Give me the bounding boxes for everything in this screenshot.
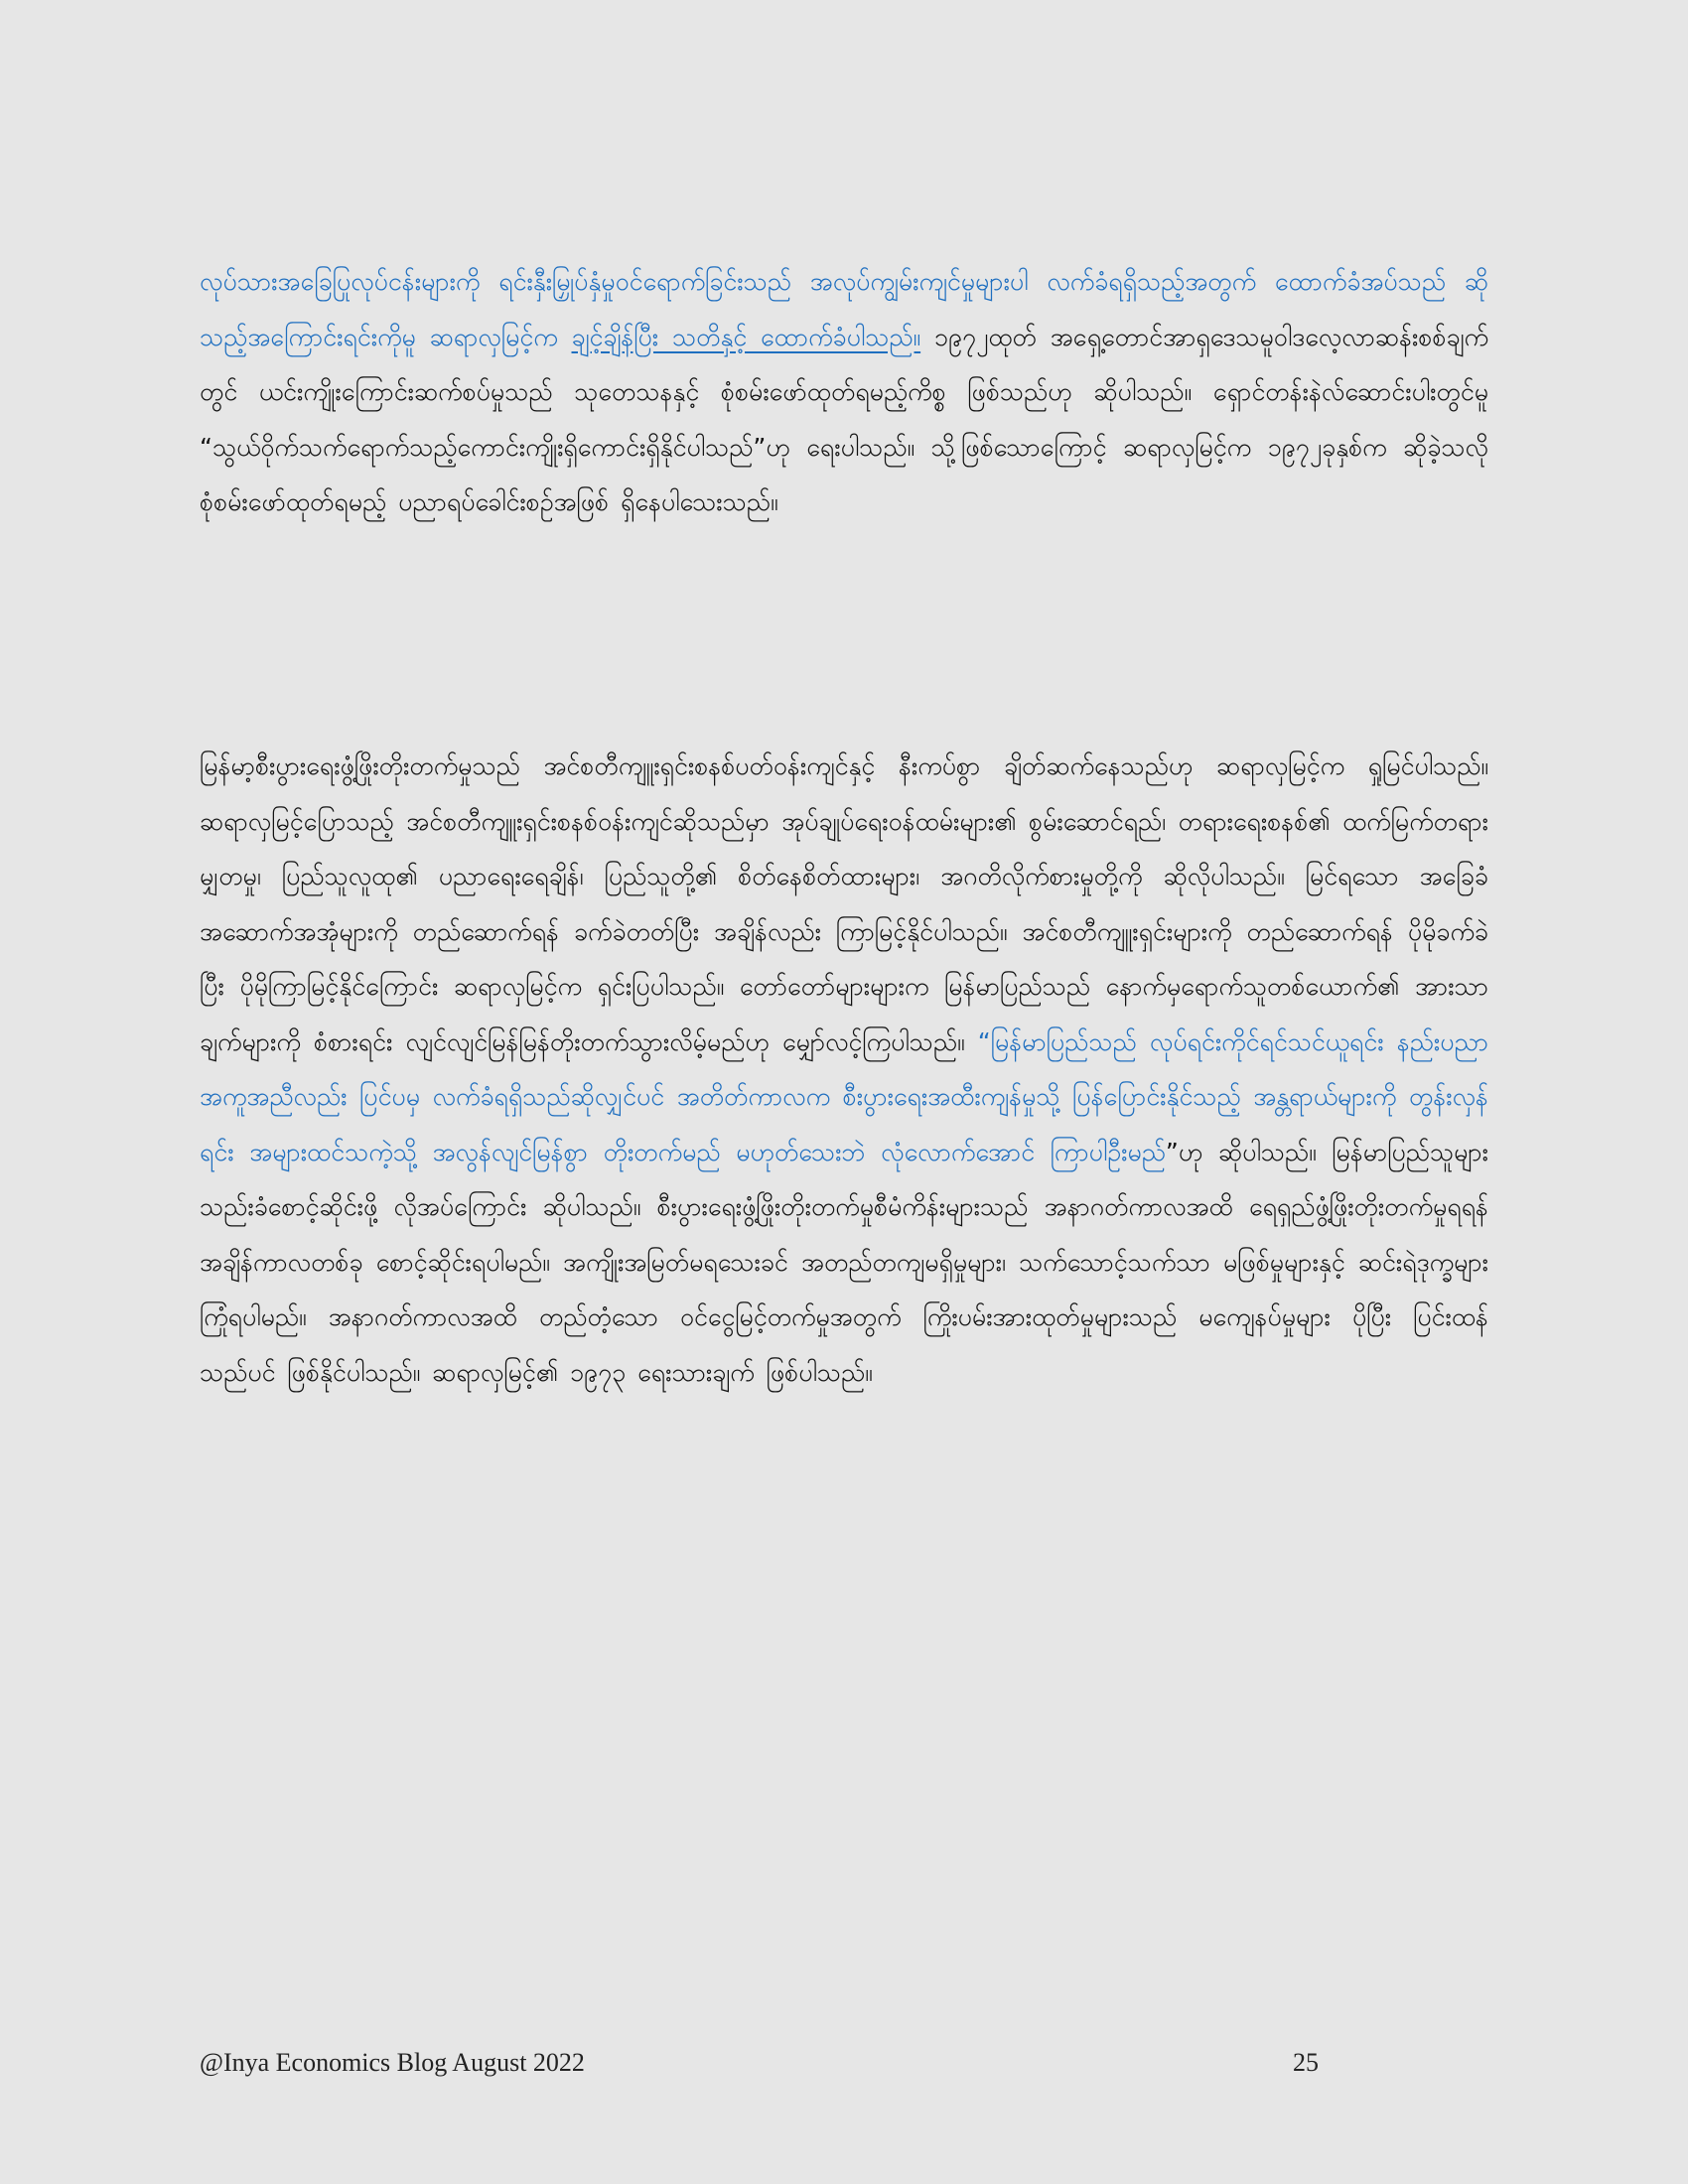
paragraph-2 <box>200 739 1488 1400</box>
paragraph-1-highlight: လုပ်သားအခြေပြုလုပ်ငန်းများကို ရင်းနှီးမြှုပ်နှံမှုဝင်ရောက်ခြင်းသည် အလုပ်ကျွမ်းကျင်မှုများပါ လက်ခံရရှိသည့်အတွက် ထောက်ခံအပ်သည် ဆိုသည့်အကြောင်းရင်းကိုမူ ဆရာလှမြင့်က <box>200 267 1488 351</box>
paragraph-1-underlined-highlight: ချင့်ချိန်ပြီး သတိနှင့် ထောက်ခံပါသည်။ <box>571 322 921 351</box>
footer-source: @Inya Economics Blog August 2022 <box>200 2048 585 2077</box>
paragraph-2-tail: ”ဟု ဆိုပါသည်။ မြန်မာပြည်သူများ သည်းခံစောင့်ဆိုင်းဖို့ လိုအပ်ကြောင်း ဆိုပါသည်။ စီးပွားရေးဖွံ့ဖြိုးတိုးတက်မှုစီမံကိန်းများသည် အနာဂတ်ကာလအထိ ရေရှည်ဖွံ့ဖြိုးတိုးတက်မှုရရန် အချိန်ကာလတစ်ခု စောင့်ဆိုင်းရပါမည်။ အကျိုးအမြတ်မရသေးခင် အတည်တကျမရှိမှုများ၊ သက်သောင့်သက်သာ မဖြစ်မှုများနှင့် ဆင်းရဲဒုက္ခများ ကြုံရပါမည်။ အနာဂတ်ကာလအထိ တည်တံ့သော ဝင်ငွေမြင့်တက်မှုအတွက် ကြိုးပမ်းအားထုတ်မှုများသည် မကျေနပ်မှုများ ပိုပြီး ပြင်းထန်သည်ပင် ဖြစ်နိုင်ပါသည်။ ဆရာလှမြင့်၏ ၁၉၇၃ ရေးသားချက် ဖြစ်ပါသည်။ <box>200 1137 1488 1387</box>
paragraph-1 <box>200 254 1488 530</box>
paragraph-2-quote-highlight: “မြန်မာပြည်သည် လုပ်ရင်းကိုင်ရင်သင်ယူရင်း နည်းပညာအကူအညီလည်း ပြင်ပမှ လက်ခံရရှိသည်ဆိုလျှင်ပင် အတိတ်ကာလက စီးပွားရေးအထီးကျန်မှုသို့ ပြန်ပြောင်းနိုင်သည့် အန္တရာယ်များကို တွန်းလှန်ရင်း အများထင်သကဲ့သို့ အလွန်လျင်မြန်စွာ တိုးတက်မည် မဟုတ်သေးဘဲ လုံလောက်အောင် ကြာပါဦးမည် <box>200 1026 1488 1166</box>
paragraph-2-body: မြန်မာ့စီးပွားရေးဖွံ့ဖြိုးတိုးတက်မှုသည် အင်စတီကျူးရှင်းစနစ်ပတ်ဝန်းကျင်နှင့် နီးကပ်စွာ ချိတ်ဆက်နေသည်ဟု ဆရာလှမြင့်က ရှုမြင်ပါသည်။ ဆရာလှမြင့်ပြောသည့် အင်စတီကျူးရှင်းစနစ်ဝန်းကျင်ဆိုသည်မှာ အုပ်ချုပ်ရေးဝန်ထမ်းများ၏ စွမ်းဆောင်ရည်၊ တရားရေးစနစ်၏ ထက်မြက်တရားမျှတမှု၊ ပြည်သူလူထု၏ ပညာရေးရေချိန်၊ ပြည်သူတို့၏ စိတ်နေစိတ်ထားများ၊ အဂတိလိုက်စားမှုတို့ကို ဆိုလိုပါသည်။ မြင်ရသော အခြေခံအဆောက်အအုံများကို တည်ဆောက်ရန် ခက်ခဲတတ်ပြီး အချိန်လည်း ကြာမြင့်နိုင်ပါသည်။ အင်စတီကျူးရှင်းများကို တည်ဆောက်ရန် ပိုမိုခက်ခဲပြီး ပိုမိုကြာမြင့်နိုင်ကြောင်း ဆရာလှမြင့်က ရှင်းပြပါသည်။ တော်တော်များများက မြန်မာပြည်သည် နောက်မှရောက်သူတစ်ယောက်၏ အားသာချက်များကို စံစားရင်း လျင်လျင်မြန်မြန်တိုးတက်သွားလိမ့်မည်ဟု မျှော်လင့်ကြပါသည်။ <box>200 751 1488 1056</box>
paragraph-1-body: ၁၉၇၂ထုတ် အရှေ့တောင်အာရှဒေသမူဝါဒလေ့လာဆန်းစစ်ချက်တွင် ယင်းကျိုးကြောင်းဆက်စပ်မှုသည် သုတေသနနှင့် စုံစမ်းဖော်ထုတ်ရမည့်ကိစ္စ ဖြစ်သည်ဟု ဆိုပါသည်။ ရှောင်တန်းနဲလ်ဆောင်းပါးတွင်မူ “သွယ်ဝိုက်သက်ရောက်သည့်ကောင်းကျိုးရှိကောင်းရှိနိုင်ပါသည်”ဟု ရေးပါသည်။ သို့ဖြစ်သောကြောင့် ဆရာလှမြင့်က ၁၉၇၂ခုနှစ်က ဆိုခဲ့သလို စုံစမ်းဖော်ထုတ်ရမည့် ပညာရပ်ခေါင်းစဉ်အဖြစ် ရှိနေပါသေးသည်။ <box>200 322 1488 516</box>
page-number: 25 <box>1293 2048 1319 2077</box>
